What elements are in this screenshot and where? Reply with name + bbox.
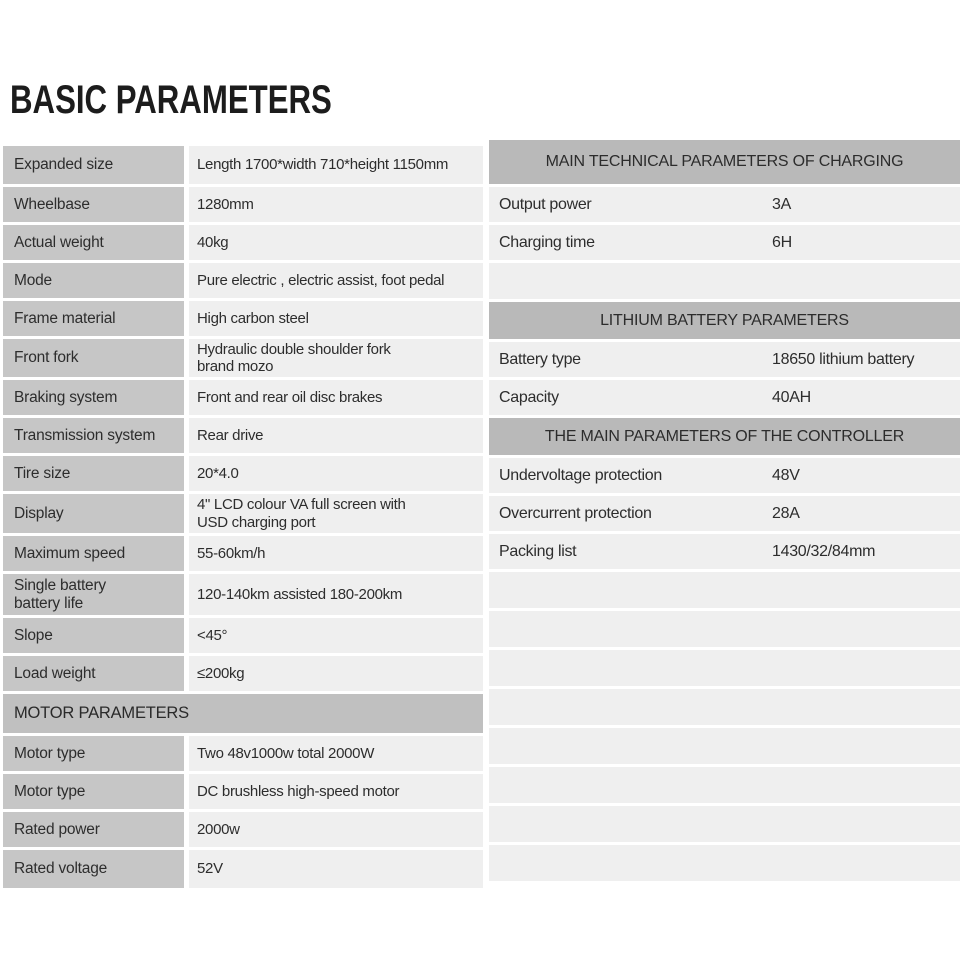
row-label: Rated voltage [3,850,184,888]
motor-parameters-header: MOTOR PARAMETERS [3,694,483,733]
row-value: 40AH [772,388,811,406]
row-value: 6H [772,233,792,251]
row-value: 48V [772,466,800,484]
row-label: Transmission system [3,418,184,453]
row-label: Battery type [499,350,581,368]
empty-row [489,650,960,686]
basic-parameters-table [3,146,483,891]
table-row [3,536,483,571]
row-label: Overcurrent protection [499,504,652,522]
table-row [3,225,483,260]
table-row [3,574,483,615]
table-row [3,301,483,336]
table-row [3,736,483,771]
row-value: 20*4.0 [189,456,483,491]
row-label: Braking system [3,380,184,415]
row-value: High carbon steel [189,301,483,336]
empty-row [489,611,960,647]
table-row [3,339,483,377]
table-row [489,187,960,222]
table-row [3,263,483,298]
empty-row [489,728,960,764]
controller-parameters-header: THE MAIN PARAMETERS OF THE CONTROLLER [489,418,960,455]
table-row [489,496,960,531]
row-value: 28A [772,504,800,522]
row-label: Mode [3,263,184,298]
row-value: Hydraulic double shoulder fork brand mozo [189,339,483,377]
row-label: Wheelbase [3,187,184,222]
row-label: Actual weight [3,225,184,260]
table-row [3,850,483,888]
row-label: Capacity [499,388,559,406]
row-label: Slope [3,618,184,653]
table-row [3,774,483,809]
row-value: 2000w [189,812,483,847]
page-title: BASIC PARAMETERS [10,78,332,122]
row-label: Load weight [3,656,184,691]
row-label: Display [3,494,184,533]
empty-row [489,263,960,299]
row-value: Length 1700*width 710*height 1150mm [189,146,483,184]
row-value: 1280mm [189,187,483,222]
row-value: <45° [189,618,483,653]
row-value: ≤200kg [189,656,483,691]
row-value: 55-60km/h [189,536,483,571]
empty-row [489,572,960,608]
row-label: Single battery battery life [3,574,184,615]
row-label: Tire size [3,456,184,491]
row-label: Output power [499,195,592,213]
row-label: Rated power [3,812,184,847]
row-value: 52V [189,850,483,888]
table-row [489,534,960,569]
technical-parameters-table [489,140,960,891]
row-label: Front fork [3,339,184,377]
table-row [489,380,960,415]
table-row [3,456,483,491]
table-row [3,418,483,453]
row-value: 1430/32/84mm [772,542,876,560]
row-label: Packing list [499,542,577,560]
empty-row [489,845,960,881]
empty-row [489,689,960,725]
table-row [489,458,960,493]
table-row [489,225,960,260]
row-label: Frame material [3,301,184,336]
table-row [3,812,483,847]
table-row [3,656,483,691]
row-label: Expanded size [3,146,184,184]
table-row [3,494,483,533]
table-row [3,146,483,184]
row-value: 4" LCD colour VA full screen with USD charging port [189,494,483,533]
charging-parameters-header: MAIN TECHNICAL PARAMETERS OF CHARGING [489,140,960,184]
empty-row [489,806,960,842]
table-row [3,380,483,415]
row-value: 3A [772,195,791,213]
row-value: 18650 lithium battery [772,350,915,368]
row-value: Pure electric , electric assist, foot pedal [189,263,483,298]
parameters-tables [3,140,960,891]
row-value: 40kg [189,225,483,260]
row-value: 120-140km assisted 180-200km [189,574,483,615]
table-row [489,342,960,377]
row-value: DC brushless high-speed motor [189,774,483,809]
row-value: Two 48v1000w total 2000W [189,736,483,771]
row-label: Motor type [3,736,184,771]
empty-row [489,767,960,803]
row-value: Rear drive [189,418,483,453]
row-value: Front and rear oil disc brakes [189,380,483,415]
row-label: Motor type [3,774,184,809]
battery-parameters-header: LITHIUM BATTERY PARAMETERS [489,302,960,339]
row-label: Undervoltage protection [499,466,662,484]
table-row [3,618,483,653]
row-label: Maximum speed [3,536,184,571]
row-label: Charging time [499,233,595,251]
table-row [3,187,483,222]
